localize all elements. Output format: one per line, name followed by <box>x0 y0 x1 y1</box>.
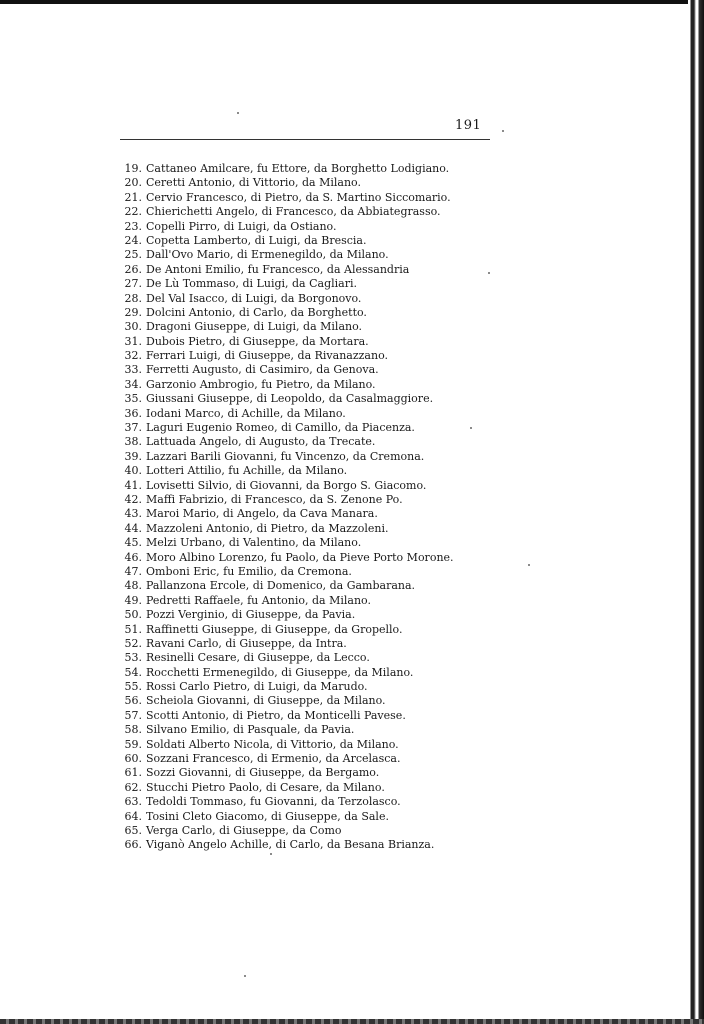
entry-text: Iodani Marco, di Achille, da Milano. <box>146 406 346 420</box>
entry-text: Chierichetti Angelo, di Francesco, da Abbiategrasso. <box>146 205 441 219</box>
scan-speck <box>502 130 504 132</box>
list-item <box>120 263 454 277</box>
entry-number: 46. <box>124 550 142 564</box>
entry-number: 66. <box>124 838 142 852</box>
entry-text: Ferrari Luigi, di Giuseppe, da Rivanazzano. <box>146 349 389 363</box>
entry-number: 43. <box>124 507 142 521</box>
entry-text: De Lù Tommaso, di Luigi, da Cagliari. <box>146 277 357 291</box>
entry-number: 26. <box>124 262 142 276</box>
entry-number: 23. <box>124 219 142 233</box>
entry-text: Soldati Alberto Nicola, di Vittorio, da Milano. <box>146 737 399 751</box>
entry-text: Lazzari Barili Giovanni, fu Vincenzo, da Cremona. <box>146 449 425 463</box>
list-item <box>120 277 454 291</box>
scan-speck <box>470 427 472 429</box>
entry-text: Laguri Eugenio Romeo, di Camillo, da Piacenza. <box>146 421 415 435</box>
entry-number: 58. <box>124 723 142 737</box>
entry-number: 20. <box>124 176 142 190</box>
list-item <box>120 666 454 680</box>
entry-number: 63. <box>124 795 142 809</box>
entry-number: 28. <box>124 291 142 305</box>
entry-text: Dubois Pietro, di Giuseppe, da Mortara. <box>146 334 369 348</box>
entry-number: 39. <box>124 449 142 463</box>
entry-number: 40. <box>124 464 142 478</box>
page-number: 191 <box>455 118 482 133</box>
list-item <box>120 248 454 262</box>
list-item <box>120 162 454 176</box>
entry-text: Moro Albino Lorenzo, fu Paolo, da Pieve Porto Morone. <box>146 550 454 564</box>
entry-number: 34. <box>124 377 142 391</box>
scan-speck <box>244 975 246 977</box>
list-item <box>120 407 454 421</box>
entry-number: 38. <box>124 435 142 449</box>
entry-text: Sozzi Giovanni, di Giuseppe, da Bergamo. <box>146 766 380 780</box>
entry-text: Lotteri Attilio, fu Achille, da Milano. <box>146 464 348 478</box>
entry-number: 27. <box>124 277 142 291</box>
entry-text: Maroi Mario, di Angelo, da Cava Manara. <box>146 507 378 521</box>
list-item <box>120 838 454 852</box>
list-item <box>120 766 454 780</box>
entry-number: 64. <box>124 809 142 823</box>
entry-text: Verga Carlo, di Giuseppe, da Como <box>146 823 342 837</box>
entry-number: 59. <box>124 737 142 751</box>
list-item <box>120 306 454 320</box>
entry-number: 61. <box>124 766 142 780</box>
entry-number: 24. <box>124 233 142 247</box>
list-item <box>120 565 454 579</box>
entry-text: Rocchetti Ermenegildo, di Giuseppe, da Milano. <box>146 665 414 679</box>
entry-text: Melzi Urbano, di Valentino, da Milano. <box>146 536 362 550</box>
list-item <box>120 421 454 435</box>
entry-number: 42. <box>124 492 142 506</box>
scan-speck <box>488 272 490 274</box>
entry-text: Copelli Pirro, di Luigi, da Ostiano. <box>146 219 337 233</box>
list-item <box>120 176 454 190</box>
scan-border-bottom <box>0 1019 704 1024</box>
entry-number: 35. <box>124 392 142 406</box>
list-item <box>120 623 454 637</box>
entry-text: Pedretti Raffaele, fu Antonio, da Milano. <box>146 593 371 607</box>
entry-number: 56. <box>124 694 142 708</box>
entry-number: 65. <box>124 823 142 837</box>
entry-number: 47. <box>124 564 142 578</box>
list-item <box>120 479 454 493</box>
list-item <box>120 781 454 795</box>
entry-text: Scotti Antonio, di Pietro, da Monticelli Pavese. <box>146 708 406 722</box>
entry-number: 51. <box>124 622 142 636</box>
list-item <box>120 709 454 723</box>
entry-number: 62. <box>124 780 142 794</box>
enrollment-list <box>120 162 454 853</box>
entry-text: Dolcini Antonio, di Carlo, da Borghetto. <box>146 305 367 319</box>
entry-number: 52. <box>124 636 142 650</box>
entry-text: Del Val Isacco, di Luigi, da Borgonovo. <box>146 291 362 305</box>
list-item <box>120 824 454 838</box>
entry-text: Omboni Eric, fu Emilio, da Cremona. <box>146 564 352 578</box>
list-item <box>120 363 454 377</box>
entry-text: Dragoni Giuseppe, di Luigi, da Milano. <box>146 320 363 334</box>
entry-text: Cervio Francesco, di Pietro, da S. Martino Siccomario. <box>146 190 451 204</box>
entry-number: 45. <box>124 536 142 550</box>
list-item <box>120 795 454 809</box>
entry-number: 29. <box>124 305 142 319</box>
entry-number: 50. <box>124 608 142 622</box>
entry-text: Dall'Ovo Mario, di Ermenegildo, da Milano. <box>146 248 389 262</box>
entry-text: Giussani Giuseppe, di Leopoldo, da Casalmaggiore. <box>146 392 434 406</box>
list-item <box>120 450 454 464</box>
list-item <box>120 392 454 406</box>
list-item <box>120 608 454 622</box>
entry-number: 54. <box>124 665 142 679</box>
list-item <box>120 493 454 507</box>
list-item <box>120 320 454 334</box>
list-item <box>120 522 454 536</box>
list-item <box>120 507 454 521</box>
scan-speck <box>270 853 272 855</box>
list-item <box>120 637 454 651</box>
entry-text: Scheiola Giovanni, di Giuseppe, da Milano. <box>146 694 386 708</box>
entry-text: Ravani Carlo, di Giuseppe, da Intra. <box>146 636 347 650</box>
list-item <box>120 579 454 593</box>
entry-number: 49. <box>124 593 142 607</box>
list-item <box>120 594 454 608</box>
list-item <box>120 752 454 766</box>
entry-text: Maffi Fabrizio, di Francesco, da S. Zenone Po. <box>146 492 403 506</box>
entry-text: Garzonio Ambrogio, fu Pietro, da Milano. <box>146 377 376 391</box>
entry-text: De Antoni Emilio, fu Francesco, da Alessandria <box>146 262 410 276</box>
entry-text: Tedoldi Tommaso, fu Giovanni, da Terzolasco. <box>146 795 401 809</box>
entry-number: 37. <box>124 421 142 435</box>
scan-border-top <box>0 0 704 4</box>
entry-number: 44. <box>124 521 142 535</box>
entry-text: Silvano Emilio, di Pasquale, da Pavia. <box>146 723 355 737</box>
entry-text: Sozzani Francesco, di Ermenio, da Arcelasca. <box>146 752 401 766</box>
entry-text: Resinelli Cesare, di Giuseppe, da Lecco. <box>146 651 370 665</box>
entry-text: Rossi Carlo Pietro, di Luigi, da Marudo. <box>146 680 368 694</box>
scan-speck <box>528 564 530 566</box>
entry-text: Lattuada Angelo, di Augusto, da Trecate. <box>146 435 376 449</box>
list-item <box>120 738 454 752</box>
entry-text: Tosini Cleto Giacomo, di Giuseppe, da Sale. <box>146 809 389 823</box>
list-item <box>120 651 454 665</box>
entry-text: Ceretti Antonio, di Vittorio, da Milano. <box>146 176 361 190</box>
entry-number: 41. <box>124 478 142 492</box>
entry-number: 31. <box>124 334 142 348</box>
entry-number: 25. <box>124 248 142 262</box>
list-item <box>120 292 454 306</box>
list-item <box>120 551 454 565</box>
header-rule <box>120 139 490 140</box>
entry-number: 36. <box>124 406 142 420</box>
entry-number: 21. <box>124 190 142 204</box>
list-item <box>120 349 454 363</box>
entry-text: Pozzi Verginio, di Giuseppe, da Pavia. <box>146 608 356 622</box>
entry-text: Mazzoleni Antonio, di Pietro, da Mazzoleni. <box>146 521 389 535</box>
list-item <box>120 335 454 349</box>
list-item <box>120 694 454 708</box>
scan-border-right <box>688 0 704 1024</box>
entry-number: 33. <box>124 363 142 377</box>
list-item <box>120 723 454 737</box>
list-item <box>120 191 454 205</box>
entry-number: 30. <box>124 320 142 334</box>
entry-text: Raffinetti Giuseppe, di Giuseppe, da Gropello. <box>146 622 403 636</box>
entry-number: 22. <box>124 205 142 219</box>
scan-speck <box>237 112 239 114</box>
list-item <box>120 234 454 248</box>
list-item <box>120 680 454 694</box>
list-item <box>120 464 454 478</box>
list-item <box>120 378 454 392</box>
list-item <box>120 220 454 234</box>
entry-number: 57. <box>124 708 142 722</box>
entry-number: 53. <box>124 651 142 665</box>
list-item <box>120 205 454 219</box>
entry-text: Pallanzona Ercole, di Domenico, da Gambarana. <box>146 579 416 593</box>
entry-text: Stucchi Pietro Paolo, di Cesare, da Milano. <box>146 780 385 794</box>
entry-text: Cattaneo Amilcare, fu Ettore, da Borghetto Lodigiano. <box>146 162 450 175</box>
entry-number: 55. <box>124 680 142 694</box>
entry-number: 19. <box>124 162 142 175</box>
list-item <box>120 536 454 550</box>
entry-text: Ferretti Augusto, di Casimiro, da Genova. <box>146 363 379 377</box>
entry-text: Lovisetti Silvio, di Giovanni, da Borgo S. Giacomo. <box>146 478 427 492</box>
entry-number: 60. <box>124 752 142 766</box>
list-item <box>120 435 454 449</box>
list-item <box>120 810 454 824</box>
entry-text: Copetta Lamberto, di Luigi, da Brescia. <box>146 233 367 247</box>
entry-number: 48. <box>124 579 142 593</box>
entry-number: 32. <box>124 349 142 363</box>
entry-text: Viganò Angelo Achille, di Carlo, da Besana Brianza. <box>146 838 435 852</box>
